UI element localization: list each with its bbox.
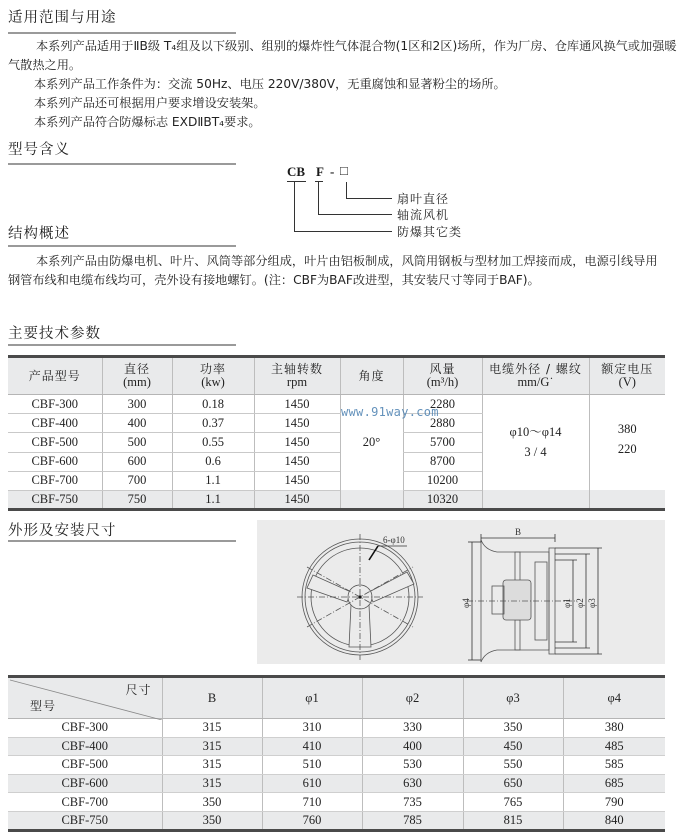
cell-d4: 685 <box>563 774 665 793</box>
cell-d2: 330 <box>362 719 463 738</box>
cell-model: CBF-300 <box>8 719 162 738</box>
cell-d4: 485 <box>563 737 665 756</box>
cell-d1: 510 <box>262 756 362 775</box>
cell-d2: 785 <box>362 811 463 830</box>
dims-header-d1: φ1 <box>262 677 362 719</box>
cell-b: 315 <box>162 719 262 738</box>
cell-rpm: 1450 <box>254 452 340 471</box>
dims-row <box>8 737 665 756</box>
scope-paragraph: 本系列产品适用于ⅡB级 T₄组及以下级别、组别的爆炸性气体混合物(1区和2区)场所，作为厂房、仓库通风换气或加强暖气散热之用。 <box>8 39 677 72</box>
structure-paragraph: 本系列产品由防爆电机、叶片、风筒等部分组成，叶片由铝板制成，风筒用钢板与型材加工焊接而成，电源引线导用钢管布线和电缆布线均可，壳外设有接地螺钉。(注：CBF为BAF改进型，其安装尺寸等同于BAF)。 <box>8 254 658 287</box>
dims-header-row <box>8 677 665 719</box>
cell-diameter: 300 <box>102 395 172 414</box>
section-heading-model: 型号含义 <box>8 142 70 158</box>
cell-rpm: 1450 <box>254 395 340 414</box>
connector-line <box>318 214 392 215</box>
spec-header-power: 功率 (kw) <box>172 357 254 395</box>
model-label-diameter: 扇叶直径 <box>397 192 450 206</box>
cell-model: CBF-400 <box>8 414 102 433</box>
spec-header-row <box>8 357 665 395</box>
cell-power: 0.37 <box>172 414 254 433</box>
scope-paragraph: 本系列产品工作条件为：交流 50Hz、电压 220V/380V，无重腐蚀和显著粉尘的场所。 <box>34 77 506 91</box>
cell-d3: 815 <box>463 811 563 830</box>
cell-model: CBF-700 <box>8 793 162 812</box>
dims-header-b: B <box>162 677 262 719</box>
connector-line <box>346 198 392 199</box>
model-code-dash: - <box>330 164 335 179</box>
dims-header-d3: φ3 <box>463 677 563 719</box>
model-code-box: □ <box>340 163 348 178</box>
spec-header-angle: 角度 <box>340 357 403 395</box>
connector-line <box>294 231 392 232</box>
cell-b: 350 <box>162 793 262 812</box>
cell-model: CBF-600 <box>8 452 102 471</box>
fan-drawing-svg <box>257 520 665 664</box>
blade <box>369 572 414 602</box>
motor <box>503 580 531 620</box>
side-view <box>467 534 602 662</box>
cell-angle: 20° <box>340 395 403 491</box>
cell-d3: 550 <box>463 756 563 775</box>
spec-header-diameter: 直径 (mm) <box>102 357 172 395</box>
cell-cable-empty <box>482 490 589 509</box>
cell-angle-empty <box>340 490 403 509</box>
cable-range: φ10～φ14 <box>509 424 562 439</box>
cell-model: CBF-700 <box>8 471 102 490</box>
cell-model: CBF-300 <box>8 395 102 414</box>
section-heading-dimensions: 外形及安装尺寸 <box>8 523 117 539</box>
drawing-label-d1: φ1 <box>562 598 572 608</box>
cell-model: CBF-600 <box>8 774 162 793</box>
code-underline <box>315 181 323 182</box>
connector-line <box>346 182 347 198</box>
dims-header-d2: φ2 <box>362 677 463 719</box>
cell-model: CBF-500 <box>8 756 162 775</box>
spec-header-cable: 电缆外径 / 螺纹 mm/G˙ <box>482 357 589 395</box>
cell-model: CBF-750 <box>8 490 102 509</box>
model-code-f: F <box>316 164 324 179</box>
dims-header-corner <box>8 677 162 719</box>
front-view <box>297 534 423 660</box>
cell-d3: 765 <box>463 793 563 812</box>
structure-text <box>8 252 668 290</box>
cell-airflow: 2280 <box>403 395 482 414</box>
cell-d4: 585 <box>563 756 665 775</box>
cell-rpm: 1450 <box>254 433 340 452</box>
cell-diameter: 600 <box>102 452 172 471</box>
cell-diameter: 500 <box>102 433 172 452</box>
hole-leader <box>369 546 378 560</box>
watermark: www.91way.com <box>341 405 439 419</box>
cell-diameter: 700 <box>102 471 172 490</box>
dims-row <box>8 719 665 738</box>
dims-header-d4: φ4 <box>563 677 665 719</box>
voltage-220: 220 <box>617 442 637 456</box>
spec-header-rpm: 主轴转数 rpm <box>254 357 340 395</box>
model-label-explosion-proof: 防爆其它类 <box>397 225 463 239</box>
cell-d4: 380 <box>563 719 665 738</box>
cable-thread: 3 / 4 <box>524 444 547 459</box>
cell-power: 0.55 <box>172 433 254 452</box>
drawing-label-holes: 6-φ10 <box>383 535 405 545</box>
spec-row <box>8 490 665 509</box>
cell-d4: 790 <box>563 793 665 812</box>
drawing-label-d2: φ2 <box>575 598 585 608</box>
drawing-label-d3: φ3 <box>587 598 597 608</box>
voltage-380: 380 <box>617 422 637 436</box>
model-label-axial-fan: 轴流风机 <box>397 208 450 222</box>
cell-d2: 400 <box>362 737 463 756</box>
cell-b: 350 <box>162 811 262 830</box>
dims-row <box>8 756 665 775</box>
spec-header-voltage: 额定电压 (V) <box>589 357 665 395</box>
cell-power: 0.6 <box>172 452 254 471</box>
cell-rpm: 1450 <box>254 471 340 490</box>
corner-label-size: 尺寸 <box>125 683 152 697</box>
cell-cable <box>482 395 589 491</box>
cell-model: CBF-750 <box>8 811 162 830</box>
spec-table <box>8 355 665 511</box>
cell-d1: 710 <box>262 793 362 812</box>
cell-diameter: 750 <box>102 490 172 509</box>
cell-model: CBF-400 <box>8 737 162 756</box>
cell-airflow: 5700 <box>403 433 482 452</box>
cell-voltage <box>589 395 665 491</box>
cell-rpm: 1450 <box>254 414 340 433</box>
cell-power: 0.18 <box>172 395 254 414</box>
code-underline <box>287 181 306 182</box>
section-heading-scope: 适用范围与用途 <box>8 10 117 26</box>
cell-d3: 450 <box>463 737 563 756</box>
cell-d3: 650 <box>463 774 563 793</box>
cell-d1: 310 <box>262 719 362 738</box>
corner-label-model: 型号 <box>30 699 57 713</box>
spec-header-airflow: 风量 (m³/h) <box>403 357 482 395</box>
heading-rule <box>8 32 236 34</box>
cell-power: 1.1 <box>172 471 254 490</box>
heading-rule <box>8 540 236 542</box>
heading-rule <box>8 163 236 165</box>
cell-b: 315 <box>162 756 262 775</box>
connector-line <box>294 182 295 231</box>
cell-d4: 840 <box>563 811 665 830</box>
dims-row <box>8 774 665 793</box>
dims-row <box>8 793 665 812</box>
heading-rule <box>8 245 236 247</box>
spec-header-model: 产品型号 <box>8 357 102 395</box>
cell-b: 315 <box>162 737 262 756</box>
cell-d1: 760 <box>262 811 362 830</box>
section-heading-specs: 主要技术参数 <box>8 326 101 342</box>
drawing-label-b: B <box>515 527 522 537</box>
cell-diameter: 400 <box>102 414 172 433</box>
section-heading-structure: 结构概述 <box>8 226 70 242</box>
cell-airflow: 2880 <box>403 414 482 433</box>
cell-voltage-empty <box>589 490 665 509</box>
spec-row <box>8 395 665 414</box>
cell-b: 315 <box>162 774 262 793</box>
model-code-cb: CB <box>287 164 306 179</box>
motor-cap <box>492 586 504 614</box>
cell-model: CBF-500 <box>8 433 102 452</box>
cell-d2: 630 <box>362 774 463 793</box>
dimensions-table <box>8 675 665 832</box>
cell-airflow: 10200 <box>403 471 482 490</box>
fan-drawing <box>257 520 665 664</box>
cell-d2: 735 <box>362 793 463 812</box>
cell-d1: 410 <box>262 737 362 756</box>
cell-d1: 610 <box>262 774 362 793</box>
scope-paragraph: 本系列产品符合防爆标志 EXDⅡBT₄要求。 <box>34 115 261 129</box>
dims-row <box>8 811 665 830</box>
scope-paragraph: 本系列产品还可根据用户要求增设安装架。 <box>34 96 266 110</box>
connector-line <box>318 182 319 214</box>
drawing-label-d4: φ4 <box>461 598 471 608</box>
cell-airflow: 8700 <box>403 452 482 471</box>
cell-airflow: 10320 <box>403 490 482 509</box>
cell-power: 1.1 <box>172 490 254 509</box>
cell-d3: 350 <box>463 719 563 738</box>
heading-rule <box>8 344 236 346</box>
scope-text <box>8 37 688 132</box>
cell-rpm: 1450 <box>254 490 340 509</box>
cell-d2: 530 <box>362 756 463 775</box>
